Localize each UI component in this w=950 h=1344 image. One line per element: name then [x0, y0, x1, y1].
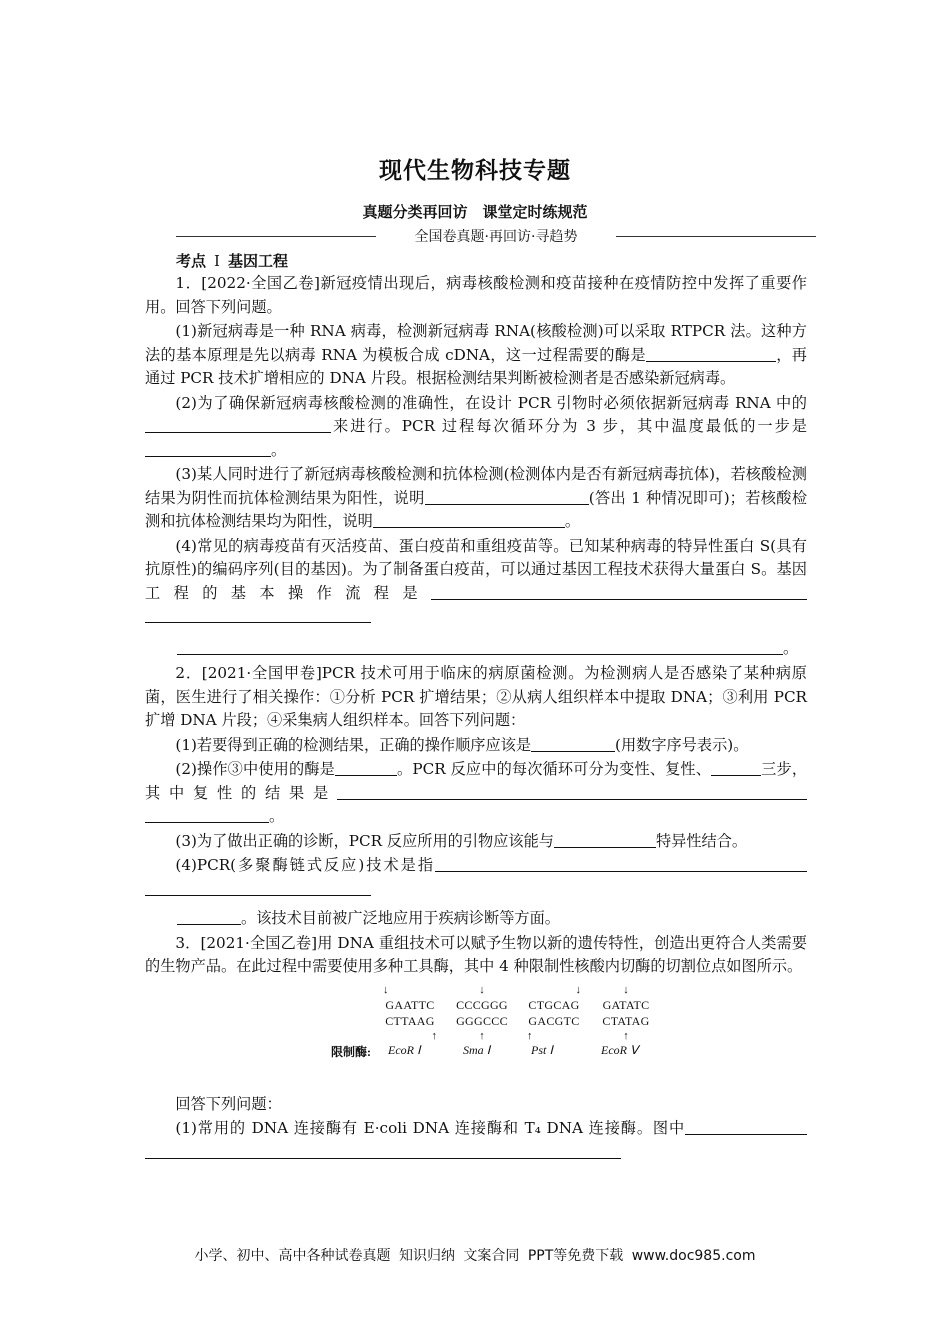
q2-part3 [145, 830, 807, 854]
q2-blank-4[interactable] [337, 784, 807, 800]
enzyme-2-bottom: GGGCCC [456, 1013, 508, 1028]
cut-arrow-down: ↓ [383, 983, 389, 996]
q1-part3 [145, 463, 807, 534]
q2-p2c: 三步，其中复性的结果是 [145, 760, 808, 802]
banner-line [176, 226, 816, 246]
q2-p4b: 。该技术目前被广泛地应用于疾病诊断等方面。 [241, 909, 560, 927]
q2-p1b: (用数字序号表示)。 [615, 735, 749, 754]
figure-label: 限制酶: [331, 1044, 371, 1059]
enzyme-2-top: CCCGGG [456, 997, 508, 1012]
q2-blank-6b[interactable] [145, 880, 371, 896]
q1-part4 [145, 535, 807, 629]
page-title: 现代生物科技专题 [379, 157, 571, 184]
cut-arrow-down: ↓ [575, 983, 581, 996]
q1-blank-6[interactable] [431, 584, 807, 600]
q2-head: 2．[2021·全国甲卷]PCR 技术可用于临床的病原菌检测。为检测病人是否感染了某种病原菌，医生进行了相关操作：①分析 PCR 扩增结果；②从病人组织样本中提取 DNA；③利用 PCR 扩增 DNA 片段；④采集病人组织样本。回答下列问题： [145, 664, 807, 729]
enzyme-3-bottom: GACGTC [528, 1013, 580, 1028]
q2-p2b: 。PCR 反应中的每次循环可分为变性、复性、 [396, 760, 712, 778]
q2-p3b: 特异性结合。 [655, 831, 748, 850]
page-subtitle: 真题分类再回访 课堂定时练规范 [362, 203, 588, 221]
enzyme-1 [375, 983, 445, 1043]
q1-blank-1[interactable] [646, 346, 746, 362]
q2-p2a: (2)操作③中使用的酶是 [175, 760, 335, 778]
cut-arrow-down: ↓ [479, 983, 485, 996]
q1-blank-1b[interactable] [746, 346, 776, 362]
q1-blank-5[interactable] [373, 512, 565, 528]
cut-arrow-up: ↑ [623, 1029, 629, 1042]
enzyme-3 [519, 983, 589, 1043]
banner-dash-left [176, 236, 376, 237]
q2-blank-1[interactable] [531, 736, 615, 752]
enzyme-3-name: Pst Ⅰ [531, 1042, 553, 1057]
cut-arrow-up: ↑ [527, 1029, 533, 1042]
questions [145, 272, 807, 1165]
q2-p4a: (4)PCR(多聚酶链式反应)技术是指 [175, 856, 435, 874]
q2-blank-2[interactable] [335, 760, 397, 776]
enzyme-4-top: GATATC [602, 997, 650, 1012]
section-sep: Ⅰ [214, 252, 220, 270]
q1-part2 [145, 392, 807, 463]
q2-blank-4b[interactable] [145, 807, 269, 823]
banner-dash-right [616, 236, 816, 237]
q1-blank-4[interactable] [425, 489, 589, 505]
q1-blank-3[interactable] [145, 441, 271, 457]
q2-blank-3[interactable] [711, 760, 761, 776]
q1-blank-2[interactable] [145, 417, 331, 433]
q1-part4-cont [145, 637, 807, 661]
q1-p1b: ，再通过 PCR 技术扩增相应的 DNA 片段。根据检测结果判断被检测者是否感染新冠病毒。 [145, 345, 807, 387]
q3-part1 [145, 1117, 807, 1164]
q1-p3b: (答出 1 种情况即可)；若核酸检测和抗体检测结果均为阳性，说明 [145, 488, 808, 530]
q1-p1a: (1)新冠病毒是一种 RNA 病毒，检测新冠病毒 RNA(核酸检测)可以采取 RTPCR 法。这种方法的基本原理是先以病毒 RNA 为模板合成 cDNA，这一过程需要的酶是 [145, 322, 807, 364]
cut-arrow-up: ↑ [431, 1029, 437, 1042]
enzyme-2-name: Sma Ⅰ [463, 1042, 491, 1057]
q1-p2a: (2)为了确保新冠病毒核酸检测的准确性，在设计 PCR 引物时必须依据新冠病毒 RNA 中的 [175, 393, 807, 412]
enzyme-1-top: GAATTC [385, 997, 435, 1012]
enzyme-4-name: EcoR Ⅴ [601, 1042, 639, 1057]
q2-part4 [145, 854, 807, 901]
q3-ask: 回答下列问题： [175, 1094, 282, 1113]
section-heading [176, 250, 288, 271]
enzyme-1-name: EcoR Ⅰ [388, 1042, 421, 1057]
cut-arrow-down: ↓ [623, 983, 629, 996]
q1-part1 [145, 320, 807, 391]
q1-p2c: 。 [271, 440, 287, 459]
q2-p1a: (1)若要得到正确的检测结果，正确的操作顺序应该是 [175, 735, 532, 754]
enzyme-4-bottom: CTATAG [602, 1013, 650, 1028]
q2-part1 [145, 734, 807, 758]
cut-arrow-up: ↑ [479, 1029, 485, 1042]
q2-p3a: (3)为了做出正确的诊断，PCR 反应所用的引物应该能与 [175, 831, 554, 850]
enzyme-2 [447, 983, 517, 1043]
q1-p3a: (3)某人同时进行了新冠病毒核酸检测和抗体检测(检测体内是否有新冠病毒抗体)，若核酸检测结果为阴性而抗体检测结果为阳性，说明 [145, 465, 807, 507]
q3-head: 3．[2021·全国乙卷]用 DNA 重组技术可以赋予生物以新的遗传特性，创造出更符合人类需要的生物产品。在此过程中需要使用多种工具酶，其中 4 种限制性核酸内切酶的切割位点如图所示。 [145, 933, 807, 975]
section-name: 基因工程 [227, 252, 288, 270]
banner-text: 全国卷真题·再回访·寻趋势 [414, 229, 578, 245]
section-label: 考点 [176, 252, 207, 270]
q1-p3c: 。 [564, 512, 580, 530]
q1-head: 1．[2022·全国乙卷]新冠疫情出现后，病毒核酸检测和疫苗接种在疫情防控中发挥了重要作用。回答下列问题。 [145, 274, 807, 316]
page-footer: 小学、初中、高中各种试卷真题 知识归纳 文案合同 PPT等免费下载 www.doc985.com [194, 1248, 756, 1264]
enzyme-1-bottom: CTTAAG [385, 1013, 435, 1028]
q2-blank-6[interactable] [435, 856, 807, 872]
q2-part4-cont [145, 907, 807, 931]
q2-part2 [145, 758, 807, 829]
restriction-enzyme-figure [145, 983, 807, 1083]
enzyme-3-top: CTGCAG [528, 997, 580, 1012]
q1-p4a: (4)常见的病毒疫苗有灭活疫苗、蛋白疫苗和重组疫苗等。已知某种病毒的特异性蛋白 S(具有抗原性)的编码序列(目的基因)。为了制备蛋白疫苗，可以通过基因工程技术获得大量蛋白 S。基因工程的基本操作流程是 [145, 536, 807, 602]
q2-p2d: 。 [269, 807, 285, 825]
q3-blank-1b[interactable] [145, 1143, 621, 1159]
q1-p4b: 。 [783, 638, 799, 657]
q2-blank-7[interactable] [177, 909, 241, 925]
q1-p2b: 来进行。PCR 过程每次循环分为 3 步，其中温度最低的一步是 [331, 417, 807, 435]
q3-p1a: (1)常用的 DNA 连接酶有 E·coli DNA 连接酶和 T₄ DNA 连接酶。图中 [175, 1119, 685, 1137]
q2-blank-5[interactable] [554, 832, 656, 848]
q1-blank-7[interactable] [177, 639, 783, 655]
enzyme-4 [591, 983, 661, 1043]
q3-blank-1[interactable] [685, 1119, 807, 1135]
q1-blank-6b[interactable] [145, 607, 371, 623]
